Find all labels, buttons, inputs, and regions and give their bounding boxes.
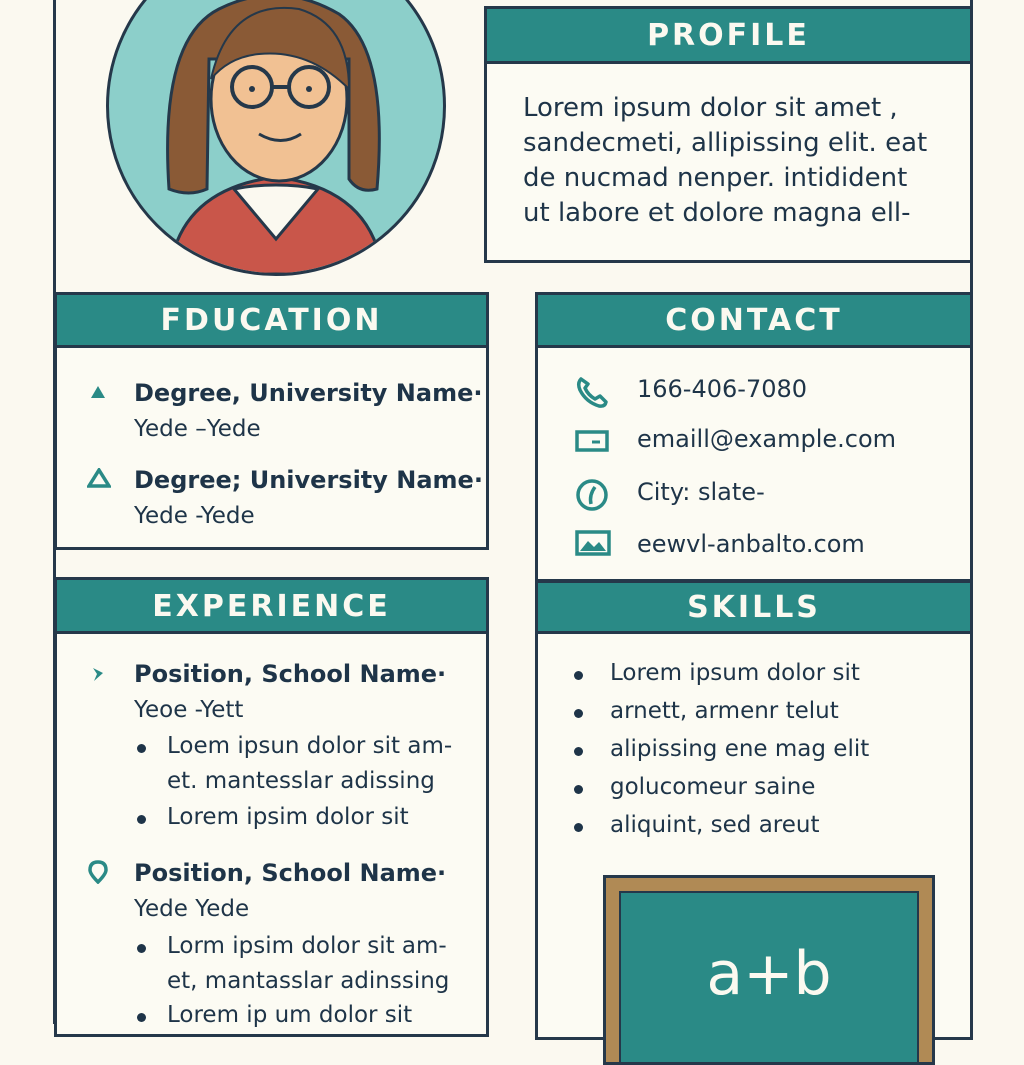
web-icon[interactable] [575, 530, 611, 556]
education-degree: Degree, University Name· [134, 379, 483, 407]
contact-section [535, 292, 973, 582]
contact-city: City: slate- [637, 478, 765, 506]
profile-line: sandecmeti, allipissing elit. eat [523, 128, 928, 158]
chalkboard [603, 875, 935, 1065]
education-entry [134, 375, 482, 447]
profile-heading: PROFILE [487, 9, 970, 64]
pin-bullet-icon [87, 860, 109, 884]
experience-position: Position, School Name· [134, 660, 447, 688]
education-years: Yede -Yede [134, 503, 255, 529]
profile-text [523, 91, 927, 231]
skills-section [535, 580, 973, 1040]
experience-entry [134, 855, 446, 927]
triangle-bullet-icon [89, 384, 107, 400]
chalkboard-text: a+b [706, 939, 832, 1009]
education-heading: FDUCATION [57, 295, 486, 348]
triangle-outline-icon [87, 468, 111, 488]
experience-bullet: et, mantasslar adinssing [167, 968, 450, 994]
experience-heading: EXPERIENCE [57, 580, 486, 634]
experience-bullet: Loem ipsun dolor sit am- [167, 733, 453, 759]
contact-heading: CONTACT [538, 295, 970, 348]
arrow-bullet-icon [89, 664, 107, 684]
email-icon[interactable] [575, 429, 609, 453]
experience-entry [134, 656, 446, 728]
contact-phone[interactable]: 166-406-7080 [637, 375, 808, 403]
avatar-illustration [109, 0, 443, 273]
skills-heading: SKILLS [538, 583, 970, 634]
skill-item: alipissing ene mag elit [610, 736, 870, 762]
skill-item: arnett, armenr telut [610, 698, 839, 724]
profile-line: de nucmad nenper. intidident [523, 163, 908, 193]
experience-years: Yeoe -Yett [134, 697, 244, 723]
bullet-dot [137, 1013, 146, 1022]
experience-section [54, 577, 489, 1037]
bullet-dot [574, 747, 583, 756]
skill-item: golucomeur saine [610, 774, 816, 800]
bullet-dot [574, 785, 583, 794]
experience-bullet: Lorm ipsim dolor sit am- [167, 933, 447, 959]
experience-bullet: Lorem ipsim dolor sit [167, 804, 409, 830]
bullet-dot [137, 744, 146, 753]
education-section [54, 292, 489, 550]
bullet-dot [574, 671, 583, 680]
education-entry [134, 462, 483, 534]
profile-line: ut labore et dolore magna ell- [523, 198, 911, 228]
profile-section [484, 6, 973, 263]
experience-bullet: et. mantesslar adissing [167, 768, 435, 794]
bullet-dot [574, 709, 583, 718]
experience-years: Yede Yede [134, 896, 250, 922]
profile-line: Lorem ipsum dolor sit amet , [523, 93, 898, 123]
bullet-dot [137, 815, 146, 824]
contact-website[interactable]: eewvl-anbalto.com [637, 530, 865, 558]
chalkboard-surface [619, 891, 919, 1062]
experience-position: Position, School Name· [134, 859, 447, 887]
education-degree: Degree; University Name· [134, 466, 483, 494]
bullet-dot [574, 823, 583, 832]
avatar [106, 0, 446, 276]
skill-item: aliquint, sed areut [610, 812, 820, 838]
education-years: Yede –Yede [134, 416, 261, 442]
experience-bullet: Lorem ip um dolor sit [167, 1002, 413, 1028]
bullet-dot [137, 944, 146, 953]
skill-item: Lorem ipsum dolor sit [610, 660, 860, 686]
contact-email[interactable]: emaill@example.com [637, 425, 897, 453]
phone-icon[interactable] [574, 375, 608, 409]
location-icon[interactable] [575, 478, 609, 512]
